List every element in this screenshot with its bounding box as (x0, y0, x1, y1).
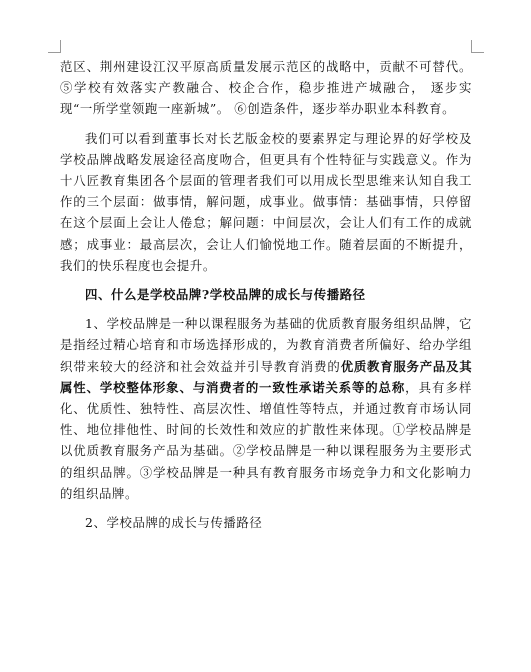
paragraph-chairman-analysis: 我们可以看到董事长对长艺版金校的要素界定与理论界的好学校及学校品牌战略发展途径高度吻合，但更具有个性特征与实践意义。作为十八匠教育集团各个层面的管理者我们可以用成长型思维来认知自我工作的三个层面：做事情，解问题，成事业。做事情：基础事情，只停留在这个层面上会让人倦怠；解问题：中间层次，会让人们有工作的成就感；成事业：最高层次，会让人们愉悦地工作。随着层面的不断提升，我们的快乐程度也会提升。 (60, 130, 472, 273)
definition-bold-text: 优质教育服务产品及其属性、学校整体形象、与消费者的一致性承诺关系等的总称 (60, 358, 472, 395)
paragraph-school-brand-definition (60, 313, 472, 504)
document-body (60, 56, 472, 533)
definition-text-start: 1、学校品牌是一种以课程服务为基础的优质教育服务组织品牌，它是指经过精心培育和市场选择形成的，为教育消费者所偏好、给办学组织带来较大的经济和社会效益并引导教育消费的 (60, 316, 472, 374)
section-heading-4: 四、什么是学校品牌?学校品牌的成长与传播路径 (85, 287, 366, 303)
crop-mark-top-left (48, 40, 61, 53)
paragraph-continuation: 范区、荆州建设江汉平原高质量发展示范区的战略中，贡献不可替代。⑤学校有效落实产教融合、校企合作，稳步推进产城融合， 逐步实现“一所学堂领跑一座新城”。 ⑥创造条件，逐步举办职业本科教育。 (60, 59, 472, 117)
definition-text-end: ，具有多样化、优质性、独特性、高层次性、增值性等特点，并通过教育市场认同性、地位排他性、时间的长效性和效应的扩散性来体现。①学校品牌是以优质教育服务产品为基础。②学校品牌是一种以课程服务为主要形式的组织品牌。③学校品牌是一种具有教育服务市场竞争力和文化影响力的组织品牌。 (60, 379, 472, 501)
crop-mark-top-right (471, 40, 484, 53)
subheading-brand-growth: 2、学校品牌的成长与传播路径 (85, 515, 263, 531)
